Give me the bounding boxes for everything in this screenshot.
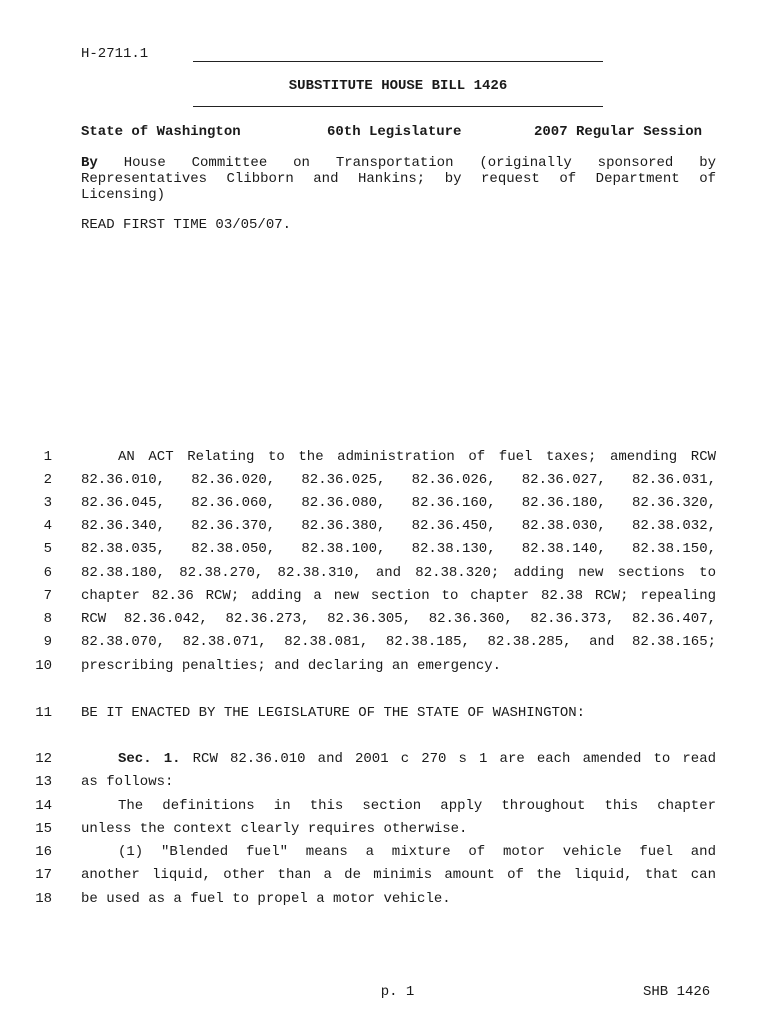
body-line-1: AN ACT Relating to the administration of fuel taxes; amending RCW: [118, 449, 716, 465]
line-number: 16: [35, 844, 52, 860]
body-line-8: RCW 82.36.042, 82.36.273, 82.36.305, 82.36.360, 82.36.373, 82.36.407,: [81, 611, 716, 627]
line-number: 14: [35, 798, 52, 814]
line-number: 5: [43, 541, 52, 557]
body-line-9: 82.38.070, 82.38.071, 82.38.081, 82.38.185, 82.38.285, and 82.38.165;: [81, 634, 716, 650]
sponsor-line-1: By House Committee on Transportation (originally sponsored by: [81, 155, 716, 171]
line-number: 8: [43, 611, 52, 627]
line-number: 12: [35, 751, 52, 767]
line-number: 15: [35, 821, 52, 837]
section-number: Sec. 1.: [118, 751, 181, 767]
body-line-16: (1) "Blended fuel" means a mixture of motor vehicle fuel and: [118, 844, 716, 860]
body-line-4: 82.36.340, 82.36.370, 82.36.380, 82.36.450, 82.38.030, 82.38.032,: [81, 518, 716, 534]
line-number: 9: [43, 634, 52, 650]
by-label: By: [81, 155, 98, 171]
body-line-14: The definitions in this section apply throughout this chapter: [118, 798, 716, 814]
body-line-5: 82.38.035, 82.38.050, 82.38.100, 82.38.130, 82.38.140, 82.38.150,: [81, 541, 716, 557]
line-number: 1: [43, 449, 52, 465]
header-rule-bottom: [193, 106, 603, 107]
line-number: 2: [43, 472, 52, 488]
bill-title: SUBSTITUTE HOUSE BILL 1426: [288, 78, 508, 94]
line-number: 11: [35, 705, 52, 721]
sponsor-line-2: Representatives Clibborn and Hankins; by request of Department of: [81, 171, 716, 187]
session-name: 2007 Regular Session: [534, 124, 703, 140]
body-line-18: be used as a fuel to propel a motor vehicle.: [81, 891, 451, 907]
body-line-7: chapter 82.36 RCW; adding a new section to chapter 82.38 RCW; repealing: [81, 588, 716, 604]
legislature-number: 60th Legislature: [327, 124, 462, 140]
body-line-6: 82.38.180, 82.38.270, 82.38.310, and 82.38.320; adding new sections to: [81, 565, 716, 581]
line-number: 3: [43, 495, 52, 511]
line-number: 18: [35, 891, 52, 907]
line-number: 17: [35, 867, 52, 883]
document-code: H-2711.1: [81, 46, 149, 62]
body-line-2: 82.36.010, 82.36.020, 82.36.025, 82.36.026, 82.36.027, 82.36.031,: [81, 472, 716, 488]
body-line-17: another liquid, other than a de minimis amount of the liquid, that can: [81, 867, 716, 883]
enacting-clause: BE IT ENACTED BY THE LEGISLATURE OF THE STATE OF WASHINGTON:: [81, 705, 586, 721]
body-line-13: as follows:: [81, 774, 174, 790]
body-line-10: prescribing penalties; and declaring an emergency.: [81, 658, 502, 674]
sponsor-line-3: Licensing): [81, 187, 166, 203]
footer-bill-id: SHB 1426: [643, 984, 711, 1000]
header-rule-top: [193, 61, 603, 62]
state-name: State of Washington: [81, 124, 241, 140]
line-number: 4: [43, 518, 52, 534]
line-number: 13: [35, 774, 52, 790]
read-first-time: READ FIRST TIME 03/05/07.: [81, 217, 292, 233]
line-number: 6: [43, 565, 52, 581]
section-heading: Sec. 1. RCW 82.36.010 and 2001 c 270 s 1 are each amended to read: [118, 751, 716, 767]
line-number: 10: [35, 658, 52, 674]
line-number: 7: [43, 588, 52, 604]
body-line-15: unless the context clearly requires otherwise.: [81, 821, 468, 837]
page-number: p. 1: [380, 984, 415, 1000]
body-line-3: 82.36.045, 82.36.060, 82.36.080, 82.36.160, 82.36.180, 82.36.320,: [81, 495, 716, 511]
